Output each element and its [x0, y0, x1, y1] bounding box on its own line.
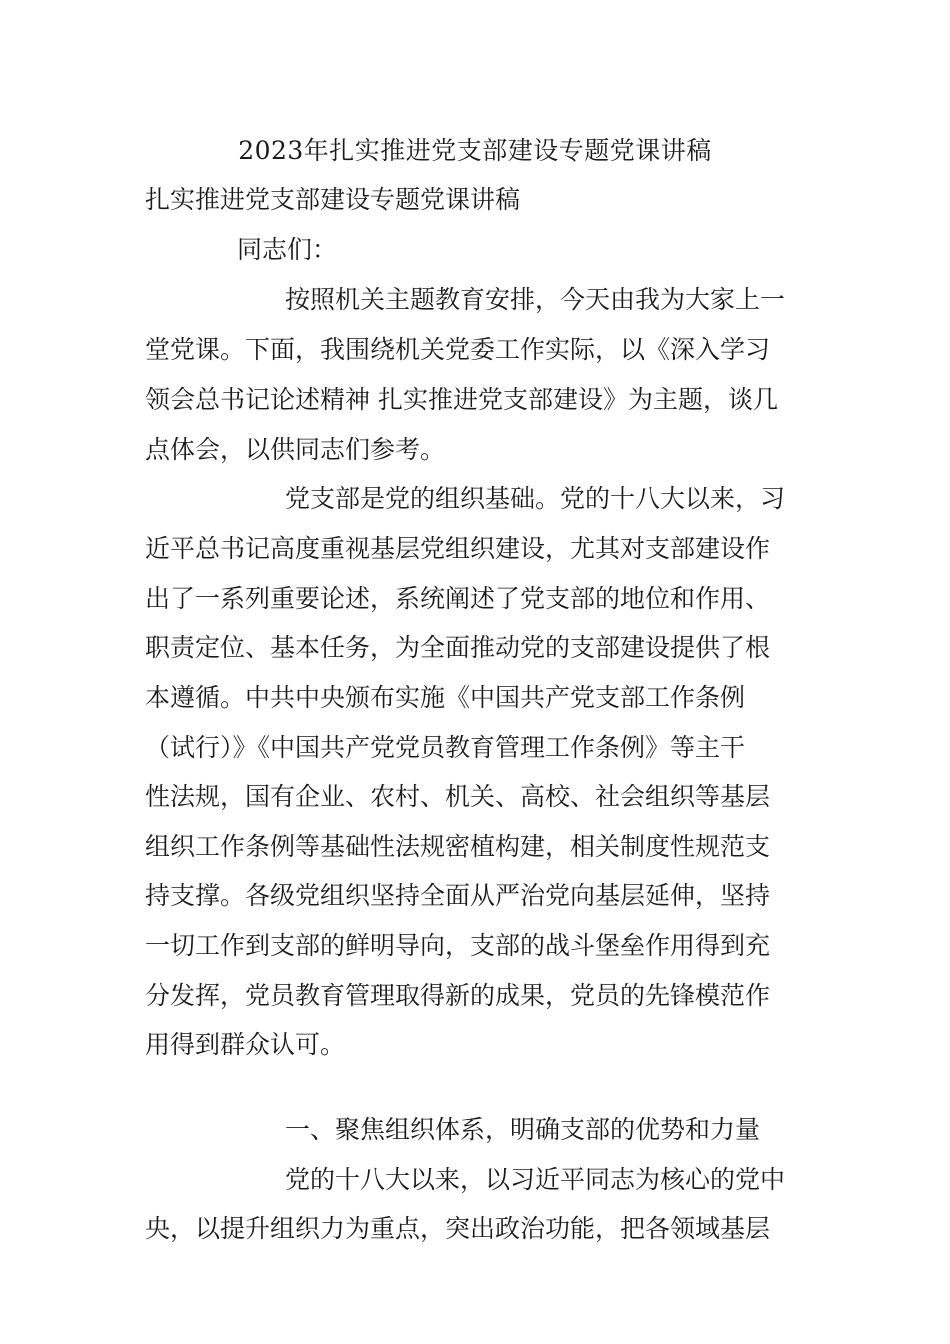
paragraph-line: 党的十八大以来，以习近平同志为核心的党中: [285, 1165, 786, 1194]
paragraph-line: 组织工作条例等基础性法规密植构建，相关制度性规范支: [145, 832, 771, 861]
paragraph-line: 党支部是党的组织基础。党的十八大以来，习: [285, 484, 786, 513]
paragraph-line: 领会总书记论述精神 扎实推进党支部建设》为主题，谈几: [145, 385, 778, 414]
paragraph-line: 点体会，以供同志们参考。: [145, 435, 446, 464]
paragraph-line: 出了一系列重要论述，系统阐述了党支部的地位和作用、: [145, 584, 771, 613]
paragraph-line: 一切工作到支部的鲜明导向，支部的战斗堡垒作用得到充: [145, 931, 771, 960]
document-title: 2023年扎实推进党支部建设专题党课讲稿: [238, 136, 712, 165]
paragraph-line: 持支撑。各级党组织坚持全面从严治党向基层延伸，坚持: [145, 881, 771, 910]
paragraph-line: 本遵循。中共中央颁布实施《中国共产党支部工作条例: [145, 683, 746, 712]
paragraph-line: 分发挥，党员教育管理取得新的成果，党员的先锋模范作: [145, 981, 771, 1010]
document-subtitle: 扎实推进党支部建设专题党课讲稿: [145, 185, 521, 214]
paragraph-line: 堂党课。下面，我围绕机关党委工作实际，以《深入学习: [145, 335, 771, 364]
paragraph-line: 近平总书记高度重视基层党组织建设，尤其对支部建设作: [145, 534, 771, 563]
paragraph-line: 职责定位、基本任务，为全面推动党的支部建设提供了根: [145, 633, 771, 662]
paragraph-line: 性法规，国有企业、农村、机关、高校、社会组织等基层: [145, 782, 771, 811]
paragraph-line: 用得到群众认可。: [145, 1030, 346, 1059]
salutation: 同志们：: [237, 235, 338, 264]
paragraph-line: 按照机关主题教育安排，今天由我为大家上一: [285, 285, 786, 314]
paragraph-line: （试行）》《中国共产党党员教育管理工作条例》等主干: [145, 733, 746, 762]
paragraph-line: 央，以提升组织力为重点，突出政治功能，把各领域基层: [145, 1214, 771, 1243]
section-heading: 一、聚焦组织体系，明确支部的优势和力量: [285, 1115, 761, 1144]
